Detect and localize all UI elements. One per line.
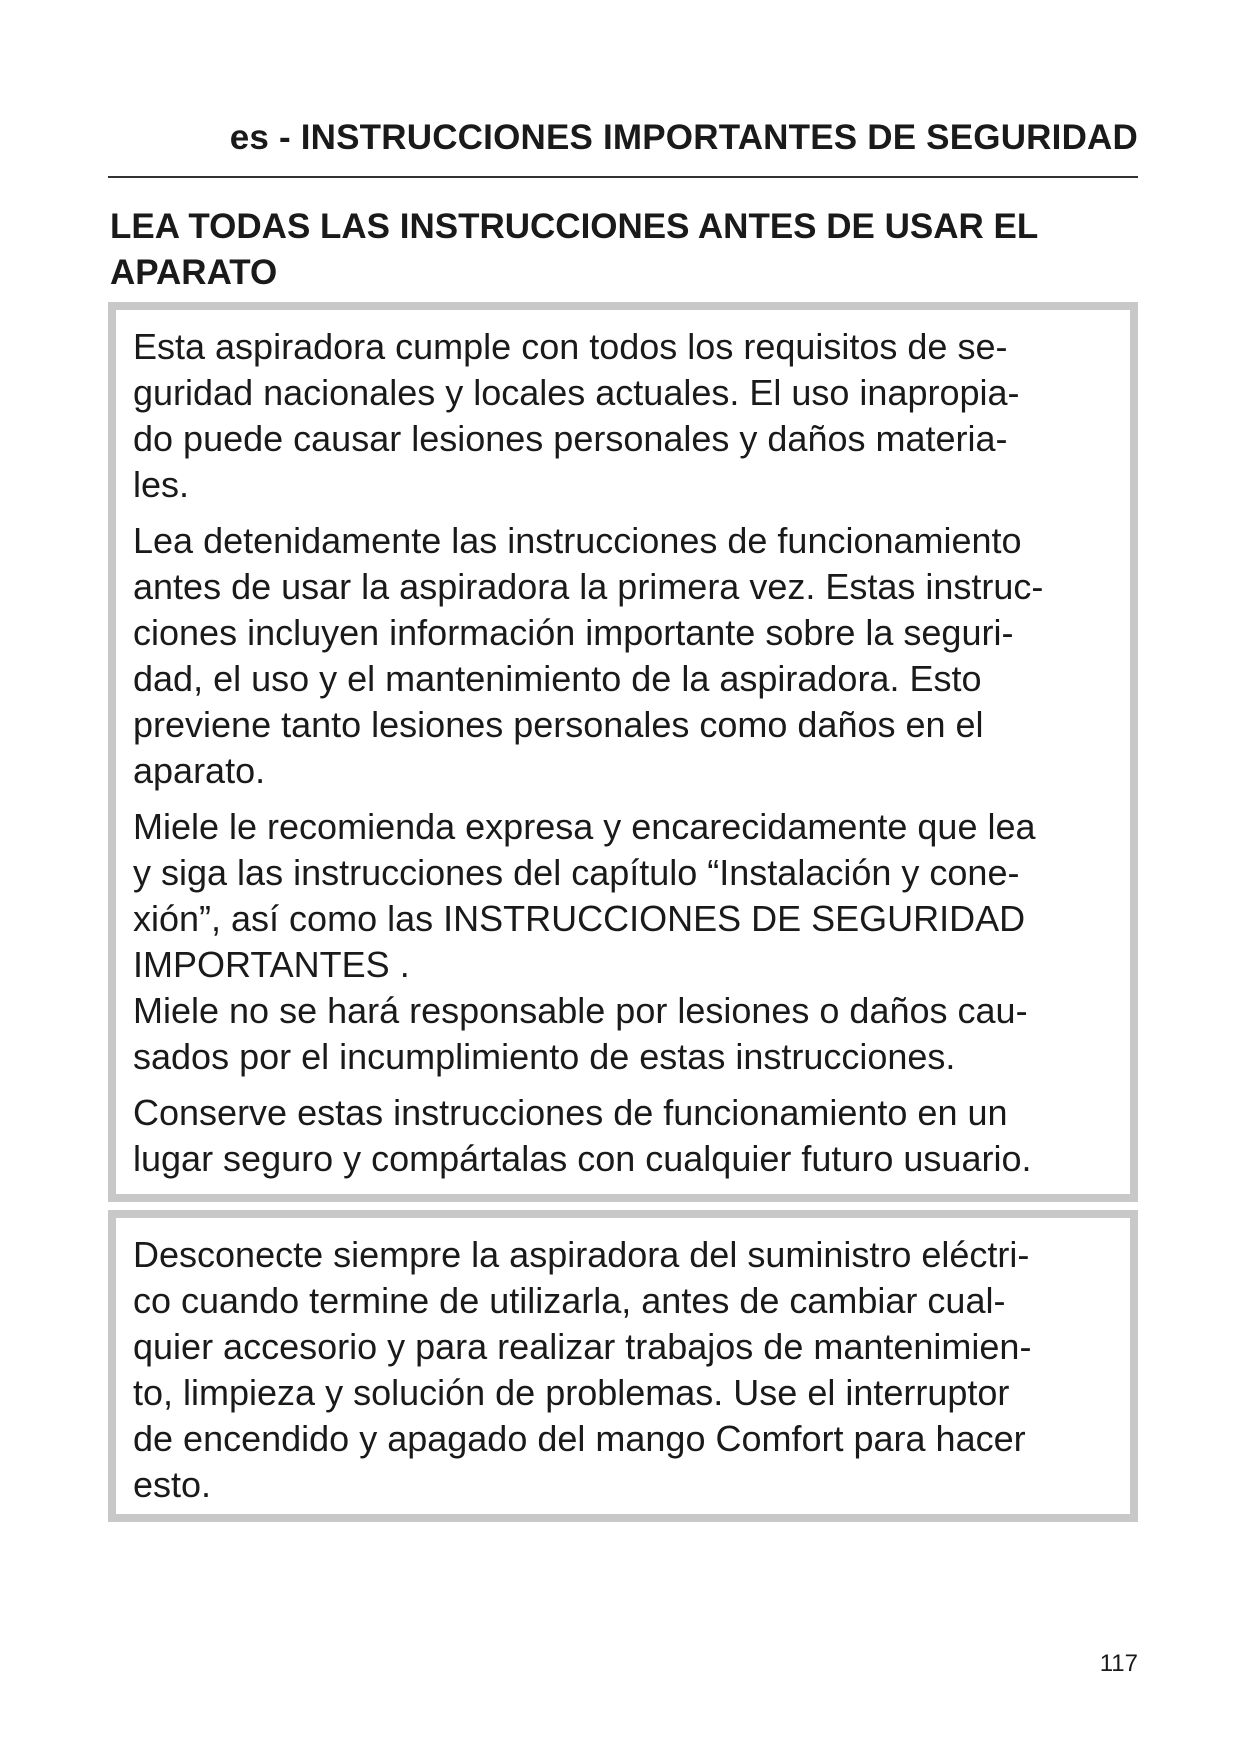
notice-paragraph: Desconecte siempre la aspiradora del suministro eléctri- co cuando termine de utilizarla, antes de cambiar cual- quier accesorio y para realizar trabajos de mantenimien- to, limpieza y solución de problemas. Use el interruptor de encendido y apagado del mango Comfort para hacer esto. (133, 1234, 1032, 1505)
disconnect-notice-box (108, 1210, 1138, 1522)
notice-paragraph: Miele no se hará responsable por lesiones o daños cau- sados por el incumplimiento de estas instrucciones. (133, 990, 1028, 1077)
notice-paragraph: Esta aspiradora cumple con todos los requisitos de se- guridad nacionales y locales actuales. El uso inapropia- do puede causar lesiones personales y daños materia- les. (133, 326, 1020, 505)
running-header-title: es - INSTRUCCIONES IMPORTANTES DE SEGURIDAD (229, 118, 1138, 157)
running-header (108, 118, 1138, 178)
page-number: 117 (1099, 1650, 1138, 1677)
safety-notice-box (108, 302, 1138, 1202)
section-title: LEA TODAS LAS INSTRUCCIONES ANTES DE USAR EL APARATO (110, 207, 1039, 292)
notice-paragraph: Lea detenidamente las instrucciones de funcionamiento antes de usar la aspiradora la primera vez. Estas instruc- ciones incluyen información importante sobre la seguri- dad, el uso y el mantenimiento de la aspiradora. Esto previene tanto lesiones personales como daños en el aparato. (133, 520, 1044, 791)
notice-paragraph: Conserve estas instrucciones de funcionamiento en un lugar seguro y compártalas con cualquier futuro usuario. (133, 1092, 1032, 1179)
notice-paragraph: Miele le recomienda expresa y encarecidamente que lea y siga las instrucciones del capítulo “Instalación y cone- xión”, así como las INSTRUCCIONES DE SEGURIDAD IMPORTANTES . (133, 806, 1036, 985)
